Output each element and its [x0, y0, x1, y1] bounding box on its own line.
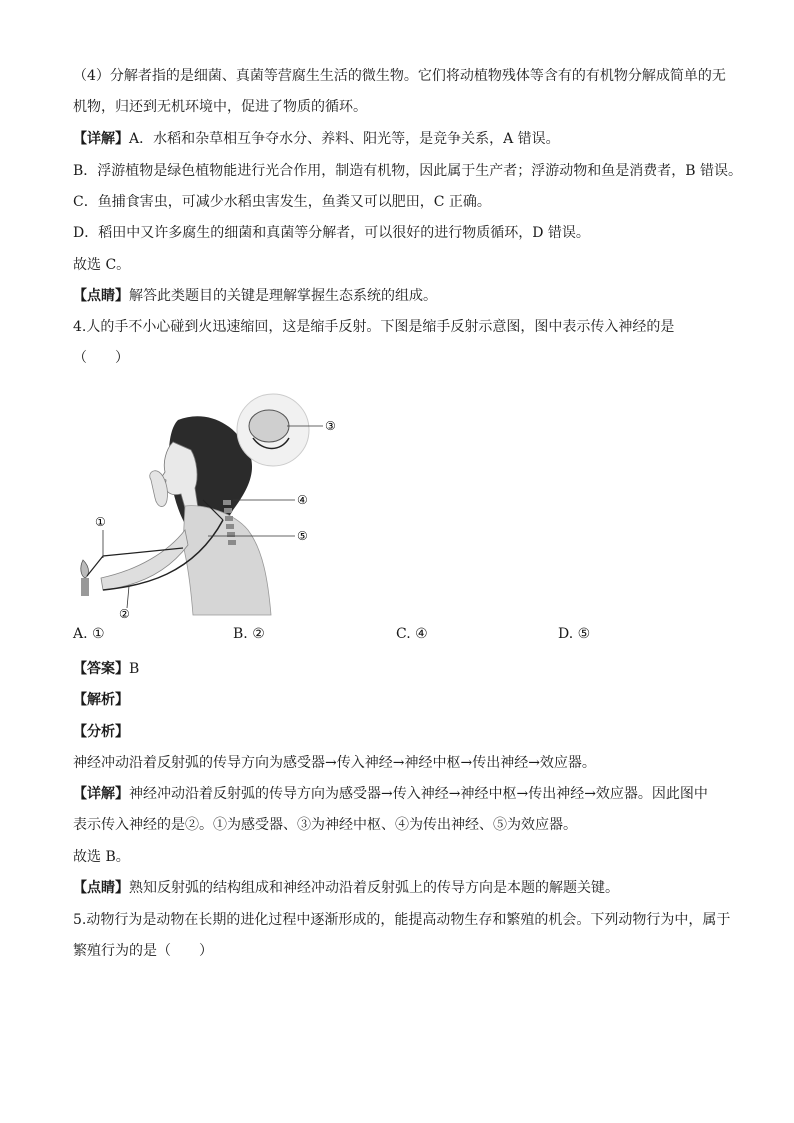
q4-comment-text: 熟知反射弧的结构组成和神经冲动沿着反射弧上的传导方向是本题的解题关键。: [129, 880, 619, 896]
q4-comment: [73, 878, 619, 898]
q4-analysis-title: 【解析】: [73, 692, 129, 708]
q4-answer: [73, 659, 139, 679]
figure-label-4: ④: [297, 493, 308, 507]
spinal-cross-section: [249, 410, 289, 442]
prev-comment: [73, 286, 437, 306]
prev-detail-c: C．鱼捕食害虫，可减少水稻虫害发生，鱼粪又可以肥田，C 正确。: [73, 194, 491, 210]
comment-text: 解答此类题目的关键是理解掌握生态系统的组成。: [129, 288, 437, 304]
option-c[interactable]: [396, 626, 428, 642]
prev-p4-line2: 机物，归还到无机环境中，促进了物质的循环。: [73, 99, 367, 115]
detail-a-text: A．水稻和杂草相互争夺水分、养料、阳光等，是竞争关系，A 错误。: [129, 131, 560, 147]
q4-fenxi: 神经冲动沿着反射弧的传导方向为感受器→传入神经→神经中枢→传出神经→效应器。: [73, 755, 596, 771]
option-a-text: ①: [92, 626, 105, 642]
candle-shape: [81, 578, 89, 596]
q5-stem-line2: 繁殖行为的是（ ）: [73, 943, 213, 959]
q4-comment-tag: 【点睛】: [73, 880, 129, 896]
prev-detail-d: D．稻田中又许多腐生的细菌和真菌等分解者，可以很好的进行物质循环，D 错误。: [73, 225, 590, 241]
option-c-letter: C.: [396, 626, 411, 642]
answer-text: B: [129, 661, 140, 677]
q4-detail-text: 神经冲动沿着反射弧的传导方向为感受器→传入神经→神经中枢→传出神经→效应器。因此图中: [129, 786, 708, 802]
q4-choose: 故选 B。: [73, 849, 130, 865]
leader-line-2: [127, 586, 129, 608]
figure-label-5: ⑤: [297, 529, 308, 543]
option-b[interactable]: [233, 626, 265, 642]
prev-p4-line1: （4）分解者指的是细菌、真菌等营腐生生活的微生物。它们将动植物残体等含有的有机物分解成简单的无: [73, 68, 726, 84]
prev-detail-b: B．浮游植物是绿色植物能进行光合作用，制造有机物，因此属于生产者；浮游动物和鱼是消费者，B 错误。: [73, 163, 743, 179]
q4-detail-line1: [73, 784, 708, 804]
reflex-arc-figure: [73, 380, 373, 620]
option-b-text: ②: [252, 626, 265, 642]
answer-tag: 【答案】: [73, 661, 129, 677]
q4-detail-tag: 【详解】: [73, 786, 129, 802]
q5-stem-line1: 5.动物行为是动物在长期的进化过程中逐渐形成的，能提高动物生存和繁殖的机会。下列动物行为中，属于: [73, 912, 731, 928]
torso-shape: [183, 506, 271, 615]
option-d-text: ⑤: [577, 626, 591, 642]
option-b-letter: B.: [233, 626, 248, 642]
prev-detail-a: [73, 129, 560, 149]
figure-label-2: ②: [119, 607, 130, 620]
prev-choose: 故选 C。: [73, 257, 131, 273]
option-d-letter: D.: [558, 626, 574, 642]
q4-detail-line2: 表示传入神经的是②。①为感受器、③为神经中枢、④为传出神经、⑤为效应器。: [73, 817, 577, 833]
q4-fenxi-title: 【分析】: [73, 724, 129, 740]
figure-label-1: ①: [95, 515, 106, 529]
q4-stem-line2: （ ）: [73, 350, 129, 366]
option-a-letter: A.: [73, 626, 88, 642]
figure-label-3: ③: [325, 419, 336, 433]
q4-options: [73, 626, 733, 648]
option-a[interactable]: [73, 626, 105, 642]
comment-tag: 【点睛】: [73, 288, 129, 304]
reflex-arc-illustration: [73, 380, 373, 620]
option-d[interactable]: [558, 626, 590, 642]
option-c-text: ④: [415, 626, 428, 642]
q4-stem-line1: 4.人的手不小心碰到火迅速缩回，这是缩手反射。下图是缩手反射示意图，图中表示传入神经的是: [73, 319, 675, 335]
arm-shape: [101, 530, 188, 590]
detail-tag: 【详解】: [73, 131, 129, 147]
